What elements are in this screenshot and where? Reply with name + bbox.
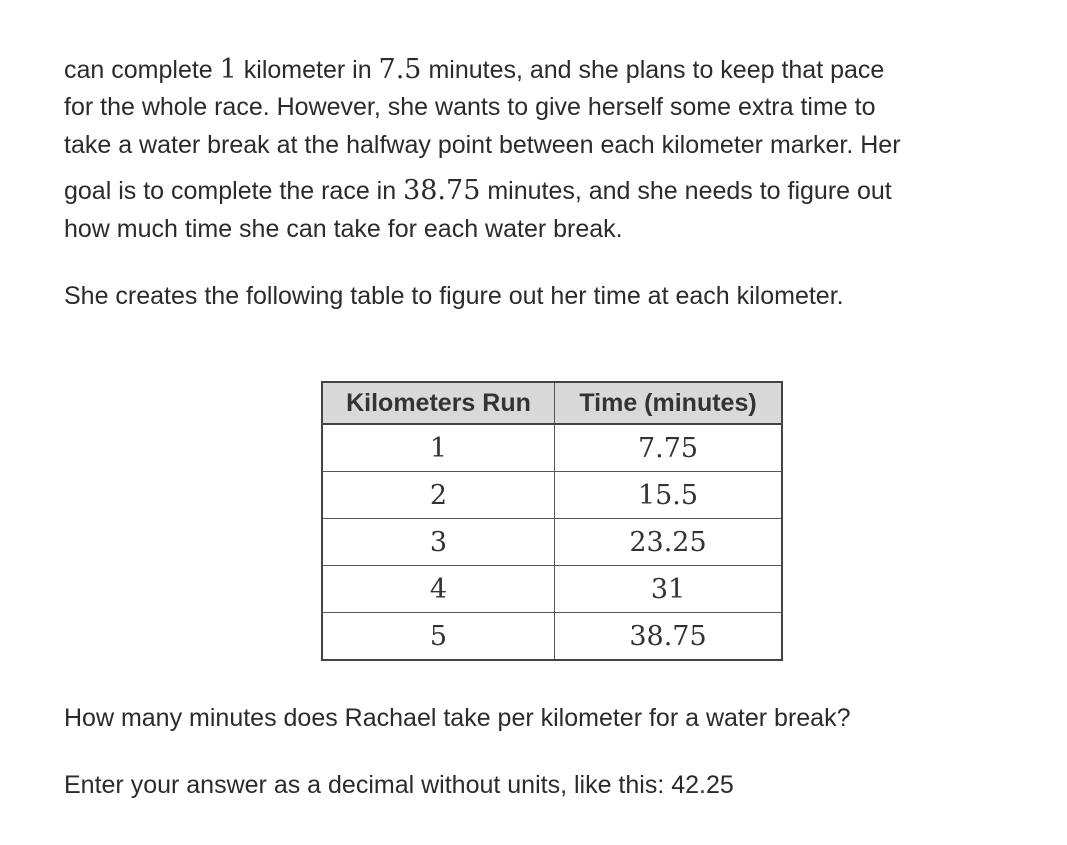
math-value: 38.75: [403, 175, 481, 206]
column-header-kilometers: Kilometers Run: [322, 382, 555, 424]
answer-instruction: Enter your answer as a decimal without units, like this: 42.25: [64, 771, 734, 799]
table-cell-time: 31: [555, 566, 783, 613]
question-prompt: How many minutes does Rachael take per kilometer for a water break?: [64, 704, 851, 732]
passage-line-6: She creates the following table to figure out her time at each kilometer.: [64, 282, 844, 310]
table-cell-km: 2: [322, 472, 555, 519]
table-cell-km: 1: [322, 424, 555, 472]
math-value: 1: [219, 54, 237, 85]
passage-line-1: can complete 1 kilometer in 7.5 minutes, and she plans to keep that pace: [64, 54, 885, 85]
kilometer-time-table: [321, 381, 783, 661]
table-cell-time: 38.75: [555, 613, 783, 661]
passage-line-2: for the whole race. However, she wants to give herself some extra time to: [64, 93, 876, 121]
table-row: [322, 519, 782, 566]
table-row: [322, 566, 782, 613]
passage-line-3: take a water break at the halfway point between each kilometer marker. Her: [64, 131, 901, 159]
table-cell-time: 23.25: [555, 519, 783, 566]
table-row: [322, 472, 782, 519]
table-cell-km: 3: [322, 519, 555, 566]
table-cell-time: 7.75: [555, 424, 783, 472]
table-cell-km: 4: [322, 566, 555, 613]
math-value: 7.5: [378, 54, 422, 85]
table-row: [322, 424, 782, 472]
column-header-time: Time (minutes): [555, 382, 783, 424]
table-cell-time: 15.5: [555, 472, 783, 519]
table-header-row: [322, 382, 782, 424]
table-row: [322, 613, 782, 661]
passage-line-5: how much time she can take for each water break.: [64, 215, 623, 243]
table-cell-km: 5: [322, 613, 555, 661]
passage-line-4: goal is to complete the race in 38.75 minutes, and she needs to figure out: [64, 175, 892, 206]
